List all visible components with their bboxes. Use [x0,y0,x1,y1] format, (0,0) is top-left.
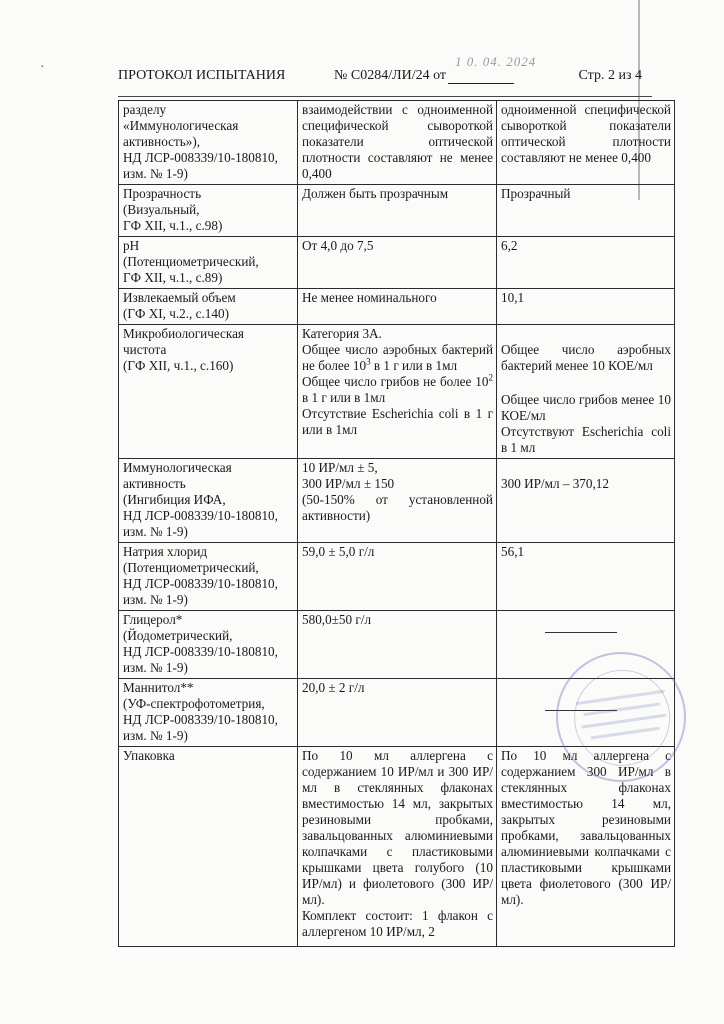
header-rule [118,96,652,97]
document-header [118,54,648,88]
table-row [119,747,675,947]
table-row [119,101,675,185]
norm-aerobic-exponent: 3 [366,356,371,367]
page-number: Стр. 2 из 4 [578,68,642,83]
method-cell: Микробиологическая чистота (ГФ XII, ч.1., с.160) [119,325,298,459]
result-cell: Прозрачный [497,185,675,237]
method-cell: pH (Потенциометрический, ГФ XII, ч.1., с.89) [119,237,298,289]
stray-mark: · [40,60,45,75]
result-aerobic: Общее число аэробных бактерий менее 10 КОЕ/мл [501,342,671,373]
table-row [119,543,675,611]
result-cell [497,325,675,459]
protocol-date: 1 0. 04. 2024 [455,54,537,69]
norm-cell [298,325,497,459]
norm-ecoli: Отсутствие Escherichia coli в 1 г или в 1мл [302,406,493,437]
date-underline [448,82,514,84]
method-cell: Извлекаемый объем (ГФ XI, ч.2., с.140) [119,289,298,325]
norm-cell: 580,0±50 г/л [298,611,497,679]
protocol-number: № С0284/ЛИ/24 от [334,68,447,83]
table-row [119,325,675,459]
stamp-inner-ring [568,664,676,772]
result-cell: одноименной специфической сывороткой показатели оптической плотности составляют не менее 0,400 [497,101,675,185]
result-fungi: Общее число грибов менее 10 КОЕ/мл [501,392,671,423]
result-cell [497,459,675,543]
norm-fungi-text: Общее число грибов не более 10 [302,374,489,389]
result-cell: 56,1 [497,543,675,611]
norm-aerobic-unit: в 1 г или в 1мл [370,358,458,373]
result-cell: 6,2 [497,237,675,289]
method-cell: Иммунологическая активность (Ингибиция ИФА, НД ЛСР-008339/10-180810, изм. № 1-9) [119,459,298,543]
method-cell: Глицерол* (Йодометрический, НД ЛСР-008339/10-180810, изм. № 1-9) [119,611,298,679]
norm-cell: 10 ИР/мл ± 5, 300 ИР/мл ± 150 (50-150% от установленной активности) [298,459,497,543]
norm-cell: 59,0 ± 5,0 г/л [298,543,497,611]
method-cell: Прозрачность (Визуальный, ГФ XII, ч.1., с.98) [119,185,298,237]
table-row [119,185,675,237]
protocol-title: ПРОТОКОЛ ИСПЫТАНИЯ [118,68,286,83]
norm-cell: взаимодействии с одноименной специфической сывороткой показатели оптической плотности составляют не менее 0,400 [298,101,497,185]
method-cell: разделу «Иммунологическая активность»), НД ЛСР-008339/10-180810, изм. № 1-9) [119,101,298,185]
method-cell: Натрия хлорид (Потенциометрический, НД ЛСР-008339/10-180810, изм. № 1-9) [119,543,298,611]
method-cell: Упаковка [119,747,298,947]
norm-cell: Не менее номинального [298,289,497,325]
norm-fungi [302,374,493,406]
norm-cell: 20,0 ± 2 г/л [298,679,497,747]
empty-result-dash [545,632,617,633]
norm-cell: По 10 мл аллергена с содержанием 10 ИР/мл и 300 ИР/мл в стеклянных флаконах вместимостью 14 мл, закрытых резиновыми пробками, завальцованных алюминиевыми колпачками с пластиковыми крышками цвета голубого (10 ИР/мл) и фиолетового (300 ИР/мл). Комплект состоит: 1 флакон с аллергеном 10 ИР/мл, 2 [298,747,497,947]
norm-cell: Должен быть прозрачным [298,185,497,237]
results-table [118,100,675,947]
result-cell: По 10 мл аллергена с содержанием 300 ИР/мл в стеклянных флаконах вместимостью 14 мл, закрытых резиновыми пробками, завальцованных алюминиевыми колпачками с пластиковыми крышками цвета фиолетового (300 ИР/мл). [497,747,675,947]
result-ecoli: Отсутствуют Escherichia coli в 1 мл [501,424,671,455]
norm-fungi-unit: в 1 г или в 1мл [302,390,386,405]
norm-category: Категория 3А. [302,326,382,341]
table-row [119,237,675,289]
table-row [119,459,675,543]
result-cell: 10,1 [497,289,675,325]
norm-fungi-exponent: 2 [488,372,493,383]
norm-cell: От 4,0 до 7,5 [298,237,497,289]
table-row [119,289,675,325]
norm-aerobic-text: Общее число аэробных бактерий не более 10 [302,342,493,373]
method-cell: Маннитол** (УФ-спектрофотометрия, НД ЛСР-008339/10-180810, изм. № 1-9) [119,679,298,747]
norm-aerobic [302,342,493,374]
result-activity: 300 ИР/мл – 370,12 [501,476,609,491]
